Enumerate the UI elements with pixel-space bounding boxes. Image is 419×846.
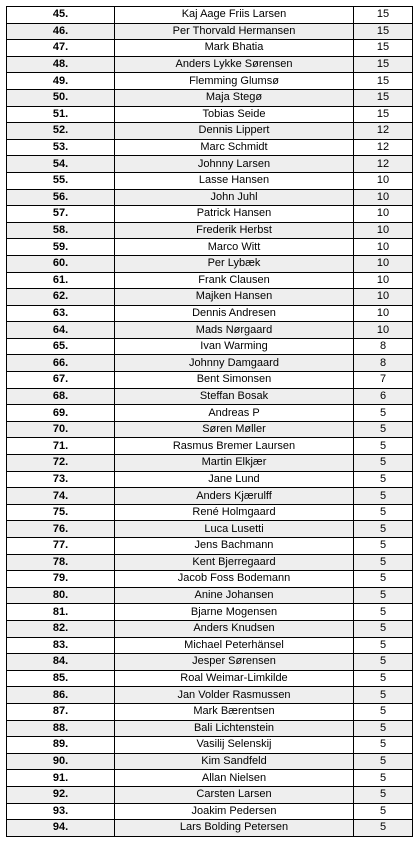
rank-cell: 47. [7,40,115,57]
rank-cell: 86. [7,687,115,704]
points-cell: 10 [354,305,413,322]
name-cell: Roal Weimar-Limkilde [115,670,354,687]
points-cell: 12 [354,123,413,140]
ranking-table [6,6,413,837]
name-cell: Ivan Warming [115,338,354,355]
table-row [7,305,413,322]
table-row [7,123,413,140]
points-cell: 12 [354,156,413,173]
points-cell: 15 [354,89,413,106]
name-cell: Steffan Bosak [115,388,354,405]
table-row [7,7,413,24]
table-row [7,786,413,803]
table-row [7,40,413,57]
points-cell: 5 [354,753,413,770]
rank-cell: 76. [7,521,115,538]
rank-cell: 67. [7,372,115,389]
points-cell: 5 [354,770,413,787]
rank-cell: 58. [7,222,115,239]
name-cell: Mark Bhatia [115,40,354,57]
table-row [7,372,413,389]
table-row [7,654,413,671]
rank-cell: 68. [7,388,115,405]
rank-cell: 85. [7,670,115,687]
table-row [7,255,413,272]
rank-cell: 75. [7,504,115,521]
name-cell: Luca Lusetti [115,521,354,538]
name-cell: Dennis Lippert [115,123,354,140]
name-cell: Lasse Hansen [115,172,354,189]
table-row [7,355,413,372]
table-row [7,139,413,156]
table-row [7,753,413,770]
table-row [7,455,413,472]
rank-cell: 89. [7,737,115,754]
rank-cell: 74. [7,488,115,505]
table-row [7,405,413,422]
table-row [7,504,413,521]
rank-cell: 78. [7,554,115,571]
name-cell: Carsten Larsen [115,786,354,803]
name-cell: Rasmus Bremer Laursen [115,438,354,455]
points-cell: 5 [354,670,413,687]
points-cell: 10 [354,189,413,206]
name-cell: Mark Bærentsen [115,703,354,720]
points-cell: 5 [354,554,413,571]
points-cell: 15 [354,106,413,123]
points-cell: 15 [354,73,413,90]
name-cell: Vasilij Selenskij [115,737,354,754]
name-cell: Søren Møller [115,421,354,438]
rank-cell: 45. [7,7,115,24]
table-row [7,803,413,820]
table-row [7,720,413,737]
points-cell: 15 [354,23,413,40]
rank-cell: 61. [7,272,115,289]
name-cell: Dennis Andresen [115,305,354,322]
points-cell: 5 [354,604,413,621]
name-cell: Joakim Pedersen [115,803,354,820]
name-cell: Tobias Seide [115,106,354,123]
name-cell: Kaj Aage Friis Larsen [115,7,354,24]
points-cell: 5 [354,720,413,737]
name-cell: Allan Nielsen [115,770,354,787]
rank-cell: 55. [7,172,115,189]
table-row [7,687,413,704]
name-cell: Maja Stegø [115,89,354,106]
rank-cell: 52. [7,123,115,140]
table-row [7,820,413,837]
points-cell: 10 [354,222,413,239]
table-row [7,322,413,339]
name-cell: René Holmgaard [115,504,354,521]
points-cell: 5 [354,421,413,438]
table-row [7,471,413,488]
rank-cell: 50. [7,89,115,106]
rank-cell: 94. [7,820,115,837]
rank-cell: 73. [7,471,115,488]
name-cell: Martin Elkjær [115,455,354,472]
name-cell: Per Lybæk [115,255,354,272]
points-cell: 5 [354,803,413,820]
points-cell: 5 [354,820,413,837]
name-cell: Jesper Sørensen [115,654,354,671]
table-row [7,338,413,355]
table-row [7,703,413,720]
rank-cell: 93. [7,803,115,820]
points-cell: 5 [354,654,413,671]
rank-cell: 91. [7,770,115,787]
rank-cell: 92. [7,786,115,803]
points-cell: 5 [354,521,413,538]
points-cell: 5 [354,455,413,472]
table-row [7,239,413,256]
table-row [7,73,413,90]
points-cell: 12 [354,139,413,156]
rank-cell: 88. [7,720,115,737]
points-cell: 8 [354,355,413,372]
points-cell: 10 [354,322,413,339]
name-cell: Patrick Hansen [115,206,354,223]
name-cell: Marc Schmidt [115,139,354,156]
name-cell: John Juhl [115,189,354,206]
name-cell: Bali Lichtenstein [115,720,354,737]
table-row [7,488,413,505]
rank-cell: 59. [7,239,115,256]
name-cell: Bjarne Mogensen [115,604,354,621]
points-cell: 5 [354,488,413,505]
name-cell: Michael Peterhänsel [115,637,354,654]
points-cell: 7 [354,372,413,389]
table-row [7,156,413,173]
table-row [7,521,413,538]
name-cell: Jens Bachmann [115,538,354,555]
table-row [7,388,413,405]
points-cell: 10 [354,272,413,289]
rank-cell: 46. [7,23,115,40]
name-cell: Jacob Foss Bodemann [115,571,354,588]
rank-cell: 87. [7,703,115,720]
rank-cell: 57. [7,206,115,223]
table-row [7,421,413,438]
table-row [7,604,413,621]
rank-cell: 70. [7,421,115,438]
rank-cell: 80. [7,587,115,604]
name-cell: Johnny Damgaard [115,355,354,372]
table-row [7,637,413,654]
name-cell: Lars Bolding Petersen [115,820,354,837]
rank-cell: 62. [7,289,115,306]
points-cell: 5 [354,620,413,637]
points-cell: 5 [354,538,413,555]
rank-cell: 77. [7,538,115,555]
rank-cell: 82. [7,620,115,637]
rank-cell: 79. [7,571,115,588]
rank-cell: 71. [7,438,115,455]
name-cell: Frank Clausen [115,272,354,289]
name-cell: Kent Bjerregaard [115,554,354,571]
rank-cell: 72. [7,455,115,472]
points-cell: 10 [354,289,413,306]
rank-cell: 66. [7,355,115,372]
rank-cell: 69. [7,405,115,422]
rank-cell: 90. [7,753,115,770]
points-cell: 15 [354,7,413,24]
points-cell: 10 [354,239,413,256]
ranking-table-body [7,7,413,837]
points-cell: 10 [354,255,413,272]
table-row [7,587,413,604]
rank-cell: 51. [7,106,115,123]
points-cell: 5 [354,786,413,803]
table-row [7,222,413,239]
name-cell: Kim Sandfeld [115,753,354,770]
table-row [7,438,413,455]
name-cell: Jane Lund [115,471,354,488]
name-cell: Bent Simonsen [115,372,354,389]
table-row [7,770,413,787]
name-cell: Per Thorvald Hermansen [115,23,354,40]
table-row [7,89,413,106]
name-cell: Marco Witt [115,239,354,256]
table-row [7,289,413,306]
table-row [7,23,413,40]
points-cell: 5 [354,471,413,488]
points-cell: 5 [354,687,413,704]
rank-cell: 49. [7,73,115,90]
rank-cell: 64. [7,322,115,339]
table-row [7,670,413,687]
name-cell: Anders Kjærulff [115,488,354,505]
name-cell: Johnny Larsen [115,156,354,173]
points-cell: 8 [354,338,413,355]
name-cell: Mads Nørgaard [115,322,354,339]
name-cell: Flemming Glumsø [115,73,354,90]
rank-cell: 54. [7,156,115,173]
table-row [7,272,413,289]
table-row [7,571,413,588]
table-row [7,538,413,555]
table-row [7,737,413,754]
name-cell: Majken Hansen [115,289,354,306]
table-row [7,620,413,637]
table-row [7,189,413,206]
points-cell: 15 [354,40,413,57]
points-cell: 5 [354,438,413,455]
table-row [7,56,413,73]
name-cell: Anine Johansen [115,587,354,604]
points-cell: 10 [354,172,413,189]
rank-cell: 48. [7,56,115,73]
points-cell: 10 [354,206,413,223]
rank-cell: 65. [7,338,115,355]
points-cell: 5 [354,571,413,588]
rank-cell: 60. [7,255,115,272]
points-cell: 5 [354,703,413,720]
points-cell: 5 [354,405,413,422]
table-row [7,172,413,189]
rank-cell: 53. [7,139,115,156]
points-cell: 5 [354,587,413,604]
rank-cell: 83. [7,637,115,654]
rank-cell: 63. [7,305,115,322]
points-cell: 15 [354,56,413,73]
table-row [7,554,413,571]
name-cell: Jan Volder Rasmussen [115,687,354,704]
points-cell: 5 [354,737,413,754]
rank-cell: 56. [7,189,115,206]
points-cell: 5 [354,637,413,654]
name-cell: Anders Knudsen [115,620,354,637]
table-row [7,206,413,223]
name-cell: Anders Lykke Sørensen [115,56,354,73]
name-cell: Frederik Herbst [115,222,354,239]
rank-cell: 81. [7,604,115,621]
name-cell: Andreas P [115,405,354,422]
points-cell: 6 [354,388,413,405]
table-row [7,106,413,123]
points-cell: 5 [354,504,413,521]
rank-cell: 84. [7,654,115,671]
